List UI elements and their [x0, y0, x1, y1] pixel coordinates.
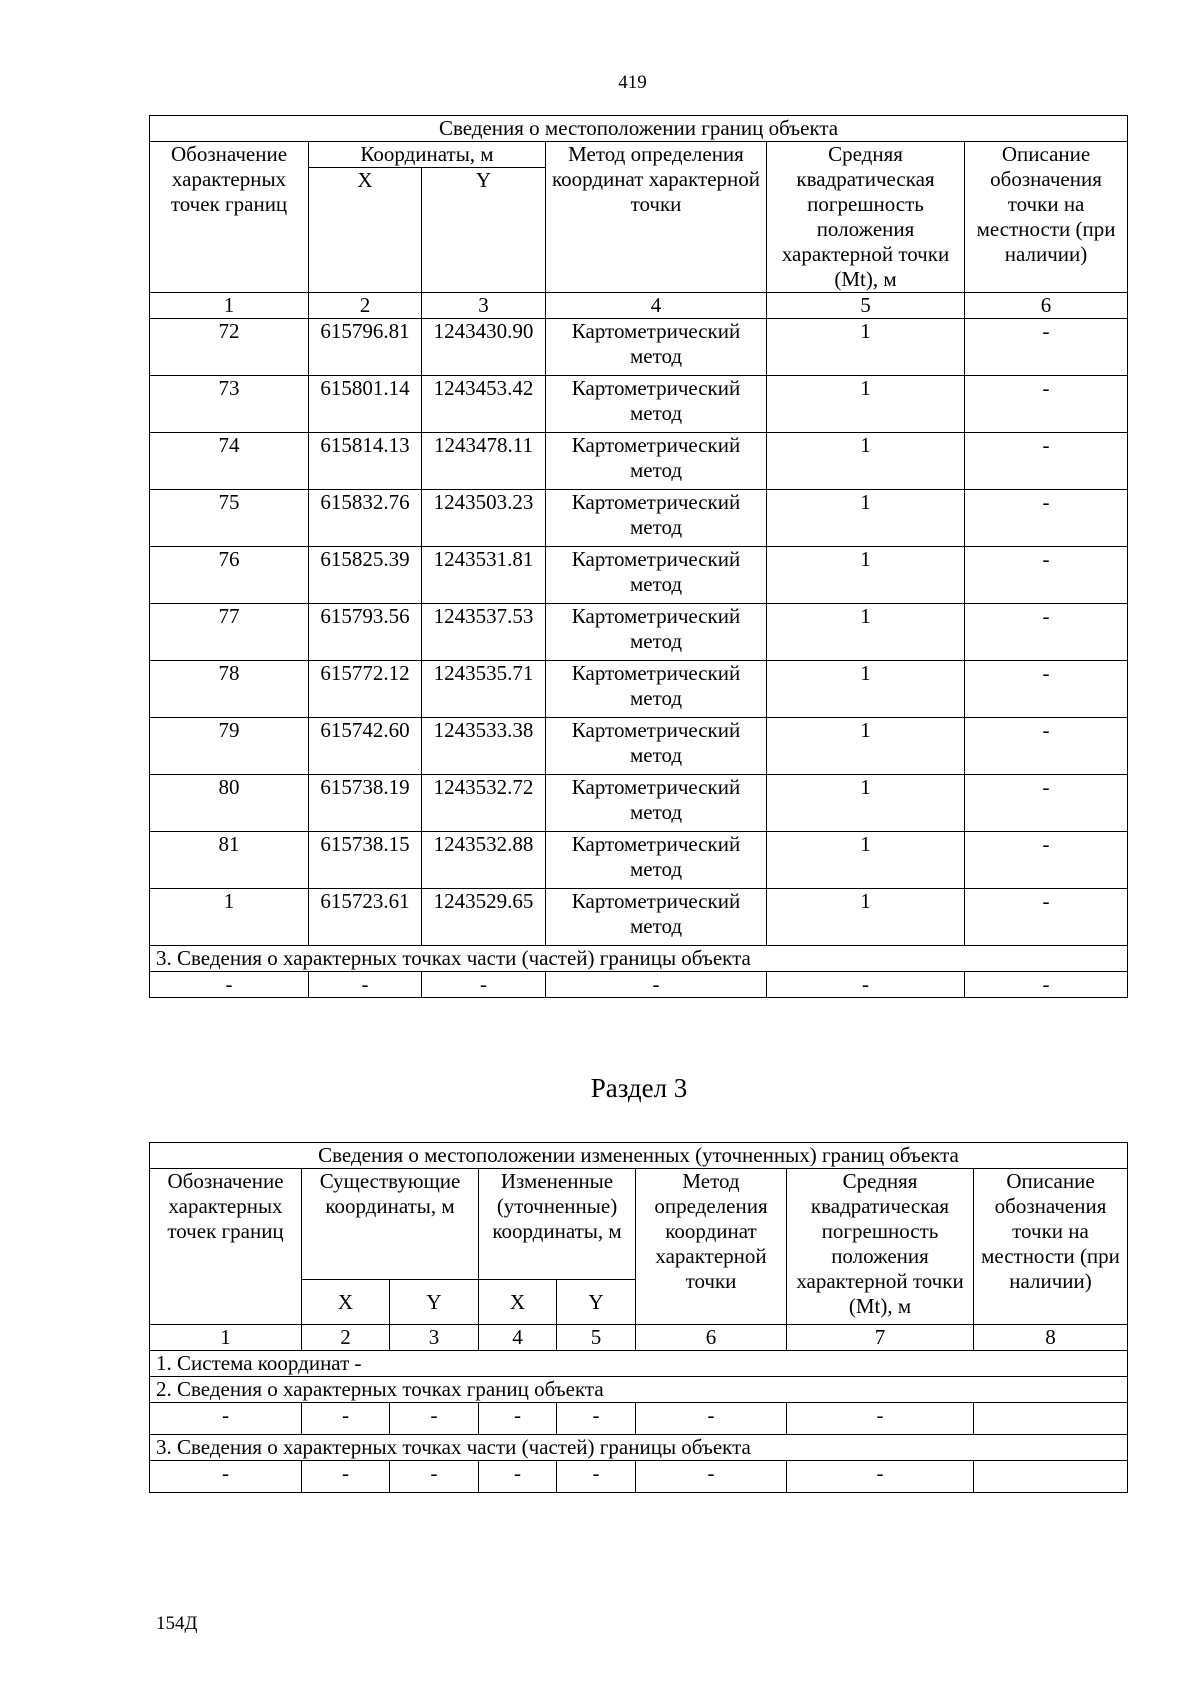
header-description: Описание обозначения точки на местности (при наличии) — [965, 142, 1128, 293]
point-cell: 73 — [150, 376, 309, 433]
col-number: 6 — [965, 293, 1128, 319]
col-number: 3 — [390, 1325, 479, 1351]
empty-cell: - — [150, 1403, 302, 1435]
empty-cell: - — [390, 1403, 479, 1435]
y-cell: 1243537.53 — [422, 604, 546, 661]
error-cell: 1 — [767, 775, 965, 832]
table-row — [150, 490, 1128, 547]
empty-cell: - — [422, 972, 546, 998]
table-row — [150, 718, 1128, 775]
header-method: Метод определения координат характерной точки — [636, 1169, 787, 1325]
y-cell: 1243532.72 — [422, 775, 546, 832]
empty-cell — [974, 1403, 1128, 1435]
description-cell: - — [965, 319, 1128, 376]
table-row — [150, 889, 1128, 946]
header-x2: X — [479, 1280, 557, 1325]
changed-boundary-table — [149, 1142, 1128, 1493]
error-cell: 1 — [767, 832, 965, 889]
description-cell: - — [965, 376, 1128, 433]
method-cell: Картометрический метод — [546, 433, 767, 490]
boundary-points-label: 2. Сведения о характерных точках границ объекта — [150, 1377, 1128, 1403]
table1-title: Сведения о местоположении границ объекта — [150, 116, 1128, 142]
header-error: Средняя квадратическая погрешность положения характерной точки (Mt), м — [787, 1169, 974, 1325]
header-y: Y — [422, 168, 546, 293]
section-title: Раздел 3 — [590, 1073, 688, 1103]
x-cell: 615814.13 — [309, 433, 422, 490]
empty-cell: - — [636, 1461, 787, 1493]
method-cell: Картометрический метод — [546, 604, 767, 661]
x-cell: 615723.61 — [309, 889, 422, 946]
y-cell: 1243430.90 — [422, 319, 546, 376]
page-number: 419 — [618, 72, 647, 93]
error-cell: 1 — [767, 661, 965, 718]
col-number: 2 — [309, 293, 422, 319]
table-row — [150, 775, 1128, 832]
empty-cell: - — [636, 1403, 787, 1435]
col-number: 5 — [767, 293, 965, 319]
table-row — [150, 547, 1128, 604]
x-cell: 615742.60 — [309, 718, 422, 775]
col-number: 6 — [636, 1325, 787, 1351]
point-cell: 79 — [150, 718, 309, 775]
empty-cell: - — [302, 1461, 390, 1493]
y-cell: 1243503.23 — [422, 490, 546, 547]
empty-cell: - — [479, 1461, 557, 1493]
header-x: X — [309, 168, 422, 293]
description-cell: - — [965, 490, 1128, 547]
header-point-designation: Обозначение характерных точек границ — [150, 142, 309, 293]
point-cell: 81 — [150, 832, 309, 889]
method-cell: Картометрический метод — [546, 889, 767, 946]
header-coordinates: Координаты, м — [309, 142, 546, 168]
part-boundary-points-label: 3. Сведения о характерных точках части (частей) границы объекта — [150, 1435, 1128, 1461]
y-cell: 1243531.81 — [422, 547, 546, 604]
boundary-table — [149, 115, 1128, 998]
header-point-designation: Обозначение характерных точек границ — [150, 1169, 302, 1325]
description-cell: - — [965, 832, 1128, 889]
point-cell: 72 — [150, 319, 309, 376]
table-row — [150, 433, 1128, 490]
y-cell: 1243453.42 — [422, 376, 546, 433]
x-cell: 615793.56 — [309, 604, 422, 661]
empty-cell: - — [965, 972, 1128, 998]
method-cell: Картометрический метод — [546, 490, 767, 547]
col-number: 2 — [302, 1325, 390, 1351]
y-cell: 1243535.71 — [422, 661, 546, 718]
empty-cell: - — [557, 1403, 636, 1435]
y-cell: 1243529.65 — [422, 889, 546, 946]
empty-cell: - — [787, 1461, 974, 1493]
empty-cell: - — [787, 1403, 974, 1435]
description-cell: - — [965, 547, 1128, 604]
table2-title: Сведения о местоположении измененных (уточненных) границ объекта — [150, 1143, 1128, 1169]
header-method: Метод определения координат характерной точки — [546, 142, 767, 293]
x-cell: 615801.14 — [309, 376, 422, 433]
description-cell: - — [965, 433, 1128, 490]
description-cell: - — [965, 889, 1128, 946]
empty-cell: - — [479, 1403, 557, 1435]
col-number: 4 — [479, 1325, 557, 1351]
y-cell: 1243533.38 — [422, 718, 546, 775]
header-y1: Y — [390, 1280, 479, 1325]
point-cell: 76 — [150, 547, 309, 604]
point-cell: 80 — [150, 775, 309, 832]
method-cell: Картометрический метод — [546, 376, 767, 433]
empty-cell — [974, 1461, 1128, 1493]
empty-cell: - — [150, 1461, 302, 1493]
empty-cell: - — [390, 1461, 479, 1493]
empty-cell: - — [546, 972, 767, 998]
error-cell: 1 — [767, 490, 965, 547]
description-cell: - — [965, 775, 1128, 832]
header-existing-coordinates: Существующие координаты, м — [302, 1169, 479, 1280]
header-y2: Y — [557, 1280, 636, 1325]
col-number: 4 — [546, 293, 767, 319]
error-cell: 1 — [767, 376, 965, 433]
header-error: Средняя квадратическая погрешность положения характерной точки (Mt), м — [767, 142, 965, 293]
error-cell: 1 — [767, 319, 965, 376]
col-number: 7 — [787, 1325, 974, 1351]
x-cell: 615825.39 — [309, 547, 422, 604]
description-cell: - — [965, 604, 1128, 661]
point-cell: 1 — [150, 889, 309, 946]
table-row — [150, 319, 1128, 376]
method-cell: Картометрический метод — [546, 547, 767, 604]
table1-section3-label: 3. Сведения о характерных точках части (частей) границы объекта — [150, 946, 1128, 972]
point-cell: 78 — [150, 661, 309, 718]
empty-cell: - — [767, 972, 965, 998]
x-cell: 615772.12 — [309, 661, 422, 718]
method-cell: Картометрический метод — [546, 319, 767, 376]
description-cell: - — [965, 718, 1128, 775]
description-cell: - — [965, 661, 1128, 718]
footer-code: 154Д — [156, 1613, 198, 1634]
header-x1: X — [302, 1280, 390, 1325]
col-number: 8 — [974, 1325, 1128, 1351]
error-cell: 1 — [767, 889, 965, 946]
column-numbers-row — [150, 1325, 1128, 1351]
table-row — [150, 832, 1128, 889]
point-cell: 74 — [150, 433, 309, 490]
empty-cell: - — [302, 1403, 390, 1435]
error-cell: 1 — [767, 547, 965, 604]
error-cell: 1 — [767, 718, 965, 775]
empty-cell: - — [557, 1461, 636, 1493]
column-numbers-row — [150, 293, 1128, 319]
x-cell: 615738.19 — [309, 775, 422, 832]
point-cell: 77 — [150, 604, 309, 661]
table-row — [150, 376, 1128, 433]
error-cell: 1 — [767, 604, 965, 661]
col-number: 5 — [557, 1325, 636, 1351]
x-cell: 615738.15 — [309, 832, 422, 889]
method-cell: Картометрический метод — [546, 832, 767, 889]
point-cell: 75 — [150, 490, 309, 547]
table-row — [150, 661, 1128, 718]
method-cell: Картометрический метод — [546, 661, 767, 718]
x-cell: 615796.81 — [309, 319, 422, 376]
empty-cell: - — [150, 972, 309, 998]
empty-cell: - — [309, 972, 422, 998]
x-cell: 615832.76 — [309, 490, 422, 547]
coordinate-system-row: 1. Система координат - — [150, 1351, 1128, 1377]
y-cell: 1243532.88 — [422, 832, 546, 889]
header-changed-coordinates: Измененные (уточненные) координаты, м — [479, 1169, 636, 1280]
col-number: 3 — [422, 293, 546, 319]
table-row — [150, 604, 1128, 661]
method-cell: Картометрический метод — [546, 775, 767, 832]
header-description: Описание обозначения точки на местности (при наличии) — [974, 1169, 1128, 1325]
method-cell: Картометрический метод — [546, 718, 767, 775]
error-cell: 1 — [767, 433, 965, 490]
col-number: 1 — [150, 293, 309, 319]
y-cell: 1243478.11 — [422, 433, 546, 490]
col-number: 1 — [150, 1325, 302, 1351]
